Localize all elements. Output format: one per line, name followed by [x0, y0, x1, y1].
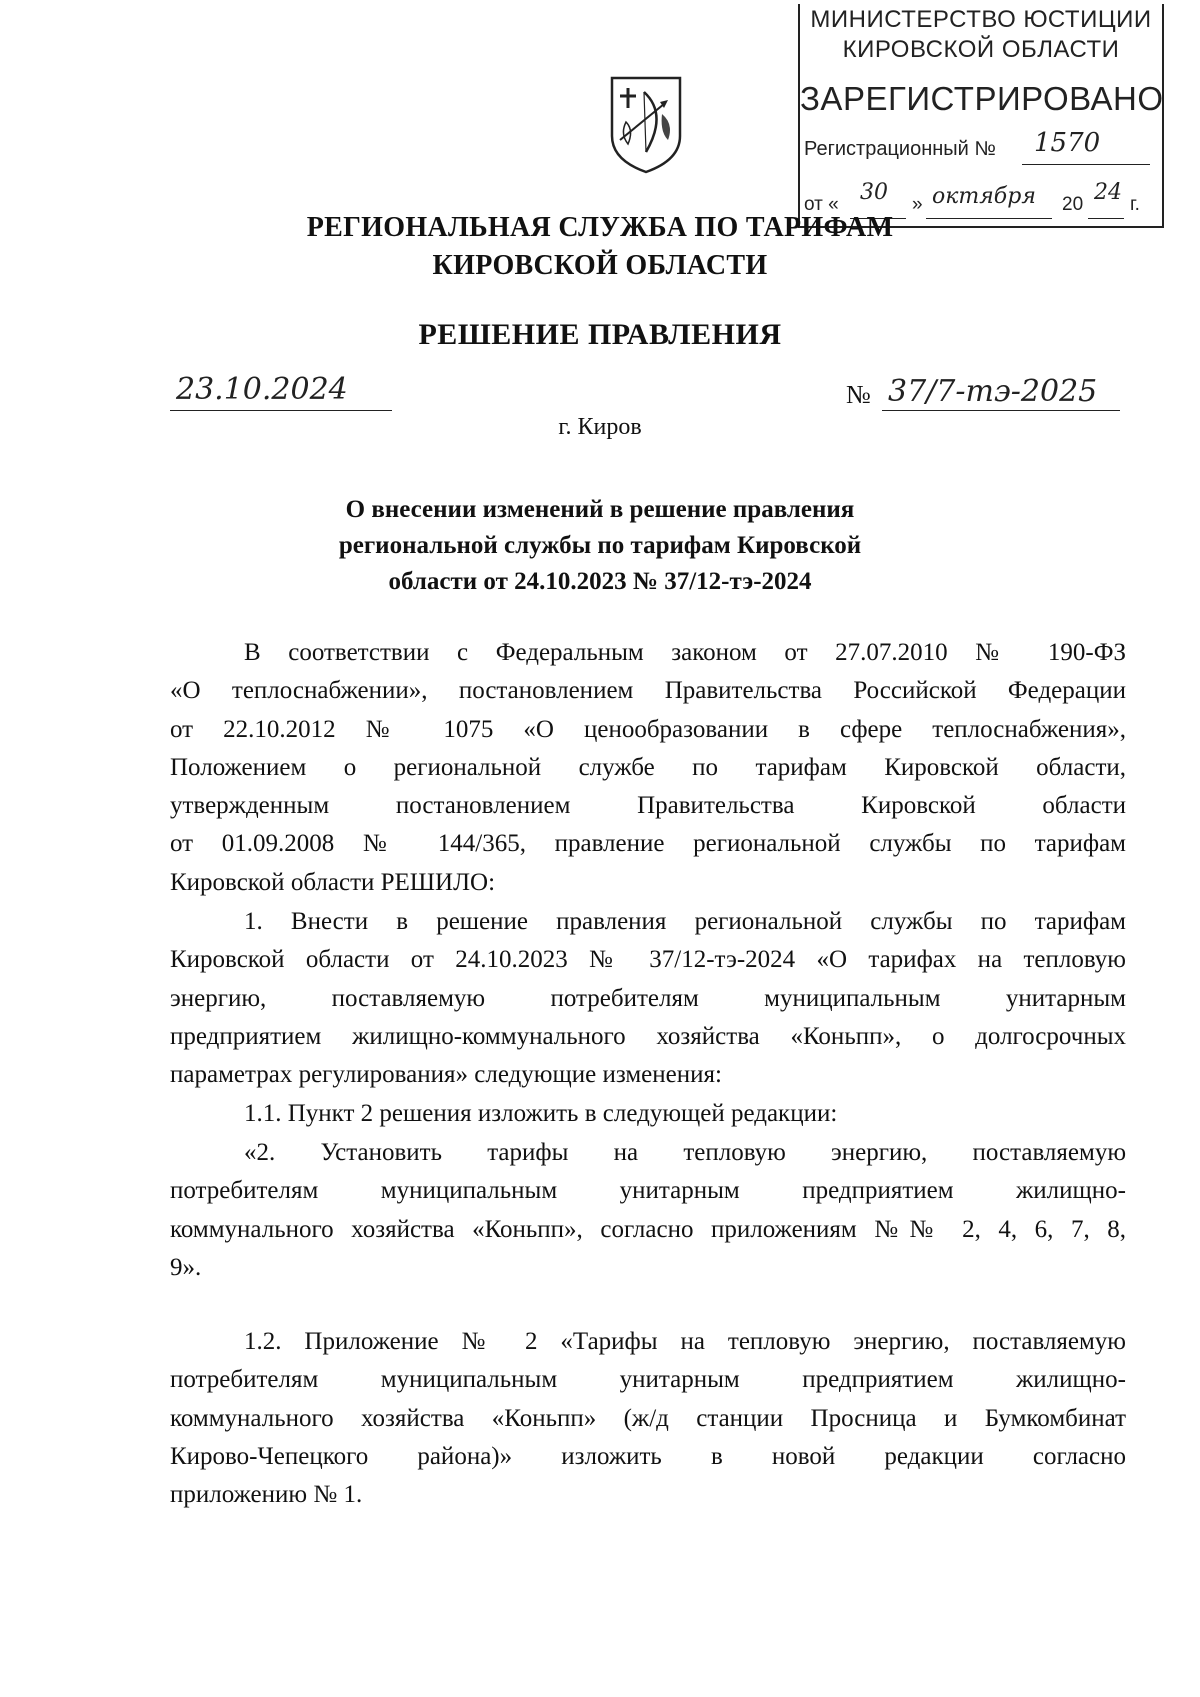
text-line: Кирово-Чепецкого района)» изложить в новой редакции согласно [170, 1442, 1126, 1470]
stamp-ministry: МИНИСТЕРСТВО ЮСТИЦИИ [810, 6, 1152, 33]
subject-line: области от 24.10.2023 № 37/12-тэ-2024 [388, 568, 812, 595]
stamp-date-prefix: от « [804, 194, 839, 215]
paragraph-item-1-2 [170, 1323, 1126, 1514]
stamp-date-suffix: г. [1130, 194, 1140, 215]
text-line: предприятием жилищно-коммунального хозяйства «Коньпп», о долгосрочных [170, 1022, 1126, 1050]
text-line: от 22.10.2012 № 1075 «О ценообразовании в сфере теплоснабжения», [170, 715, 1126, 743]
text-line: потребителям муниципальным унитарным предприятием жилищно- [170, 1366, 1126, 1394]
stamp-date-mid: » [912, 194, 923, 215]
registration-stamp [798, 4, 1164, 228]
text-line: от 01.09.2008 № 144/365, правление региональной службы по тарифам [170, 830, 1126, 858]
text-line: 1.2. Приложение № 2 «Тарифы на тепловую энергию, поставляемую [244, 1328, 1126, 1355]
document-type: РЕШЕНИЕ ПРАВЛЕНИЯ [418, 318, 782, 351]
text-line: 1.1. Пункт 2 решения изложить в следующей редакции: [244, 1100, 838, 1127]
text-line: Положением о региональной службе по тарифам Кировской области, [170, 753, 1126, 781]
text-line: потребителям муниципальным унитарным предприятием жилищно- [170, 1177, 1126, 1205]
text-line: В соответствии с Федеральным законом от 27.07.2010 № 190-ФЗ [244, 639, 1126, 666]
stamp-reg-label: Регистрационный № [804, 138, 996, 160]
stamp-reg-number: 1570 [1034, 128, 1101, 158]
subject-line: О внесении изменений в решение правления [345, 496, 855, 523]
stamp-date-year-prefix: 20 [1062, 194, 1084, 215]
document-date: 23.10.2024 [176, 372, 348, 407]
kirov-coat-of-arms-icon [606, 74, 686, 174]
text-line: «О теплоснабжении», постановлением Правительства Российской Федерации [170, 677, 1126, 705]
stamp-date-year: 24 [1094, 180, 1122, 205]
text-line: 9». [170, 1253, 202, 1281]
document-city: г. Киров [558, 414, 642, 440]
stamp-registered: ЗАРЕГИСТРИРОВАНО [800, 80, 1164, 117]
text-line: параметрах регулирования» следующие изменения: [170, 1061, 722, 1089]
organization-region: КИРОВСКОЙ ОБЛАСТИ [432, 250, 768, 281]
paragraph-item-1-1 [170, 1095, 1126, 1133]
text-line: Кировской области РЕШИЛО: [170, 868, 496, 896]
text-line: утвержденным постановлением Правительства Кировской области [170, 792, 1126, 820]
stamp-date-day: 30 [860, 180, 888, 205]
document-date-field [170, 372, 392, 411]
text-line: коммунального хозяйства «Коньпп» (ж/д станции Просница и Бумкомбинат [170, 1404, 1126, 1432]
paragraph-quote [170, 1134, 1126, 1287]
text-line: коммунального хозяйства «Коньпп», согласно приложениям №№ 2, 4, 6, 7, 8, [170, 1215, 1126, 1243]
stamp-reg-underline [1022, 164, 1150, 165]
document-subject [260, 492, 940, 600]
document-number-underline [882, 410, 1120, 411]
text-line: Кировской области от 24.10.2023 № 37/12-тэ-2024 «О тарифах на тепловую [170, 946, 1126, 974]
text-line: 1. Внести в решение правления региональной службы по тарифам [244, 908, 1126, 935]
subject-line: региональной службы по тарифам Кировской [338, 532, 862, 559]
text-line: энергию, поставляемую потребителям муниципальным унитарным [170, 984, 1126, 1012]
stamp-date-month: октября [932, 184, 1036, 209]
text-line: «2. Установить тарифы на тепловую энергию, поставляемую [244, 1139, 1126, 1166]
text-line: приложению № 1. [170, 1481, 363, 1509]
document-number-label: № [846, 380, 871, 409]
paragraph-item-1 [170, 903, 1126, 1094]
organization-name: РЕГИОНАЛЬНАЯ СЛУЖБА ПО ТАРИФАМ [306, 212, 894, 243]
document-number: 37/7-тэ-2025 [888, 374, 1098, 409]
stamp-region: КИРОВСКОЙ ОБЛАСТИ [842, 36, 1120, 63]
paragraph-preamble [170, 634, 1126, 902]
